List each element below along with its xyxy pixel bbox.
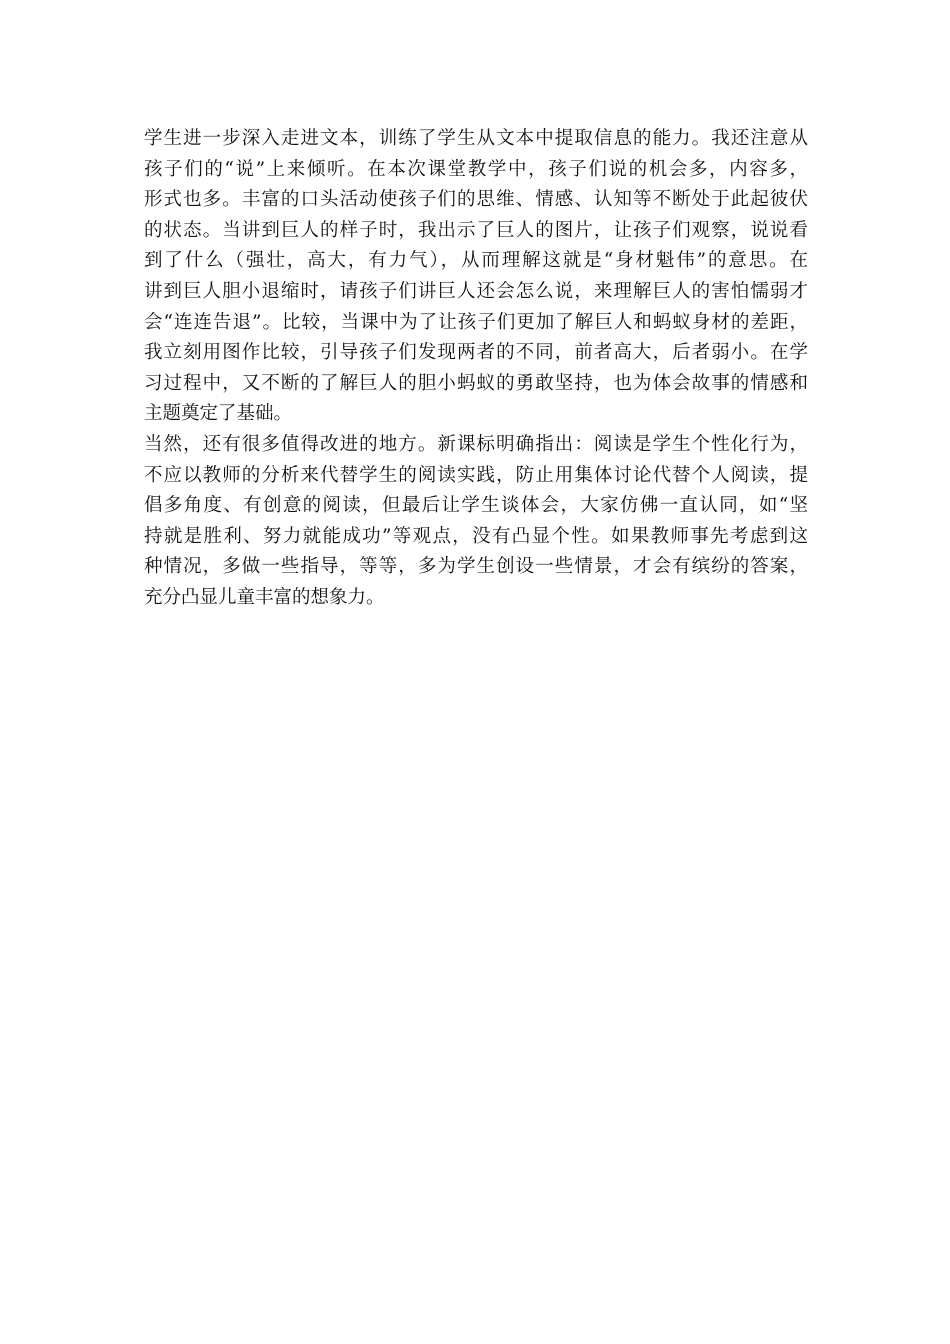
- body-text: [144, 124, 808, 614]
- text-line: 形式也多。丰富的口头活动使孩子们的思维、情感、认知等不断处于此起彼伏: [144, 189, 808, 211]
- text-line: 孩子们的“说”上来倾听。在本次课堂教学中，孩子们说的机会多，内容多，: [144, 158, 808, 180]
- text-line: 学生进一步深入走进文本，训练了学生从文本中提取信息的能力。我还注意从: [144, 128, 808, 149]
- text-line: 的状态。当讲到巨人的样子时，我出示了巨人的图片，让孩子们观察，说说看: [144, 219, 808, 241]
- text-line: 习过程中，又不断的了解巨人的胆小蚂蚁的勇敢坚持，也为体会故事的情感和: [144, 372, 808, 394]
- paragraph: [144, 124, 808, 430]
- text-line: 到了什么（强壮，高大，有力气），从而理解这就是“身材魁伟”的意思。在: [144, 250, 808, 272]
- text-line: 倡多角度、有创意的阅读，但最后让学生谈体会，大家仿佛一直认同，如“坚: [144, 495, 808, 517]
- text-line: 种情况，多做一些指导，等等，多为学生创设一些情景，才会有缤纷的答案，: [144, 556, 808, 578]
- text-line: 讲到巨人胆小退缩时，请孩子们讲巨人还会怎么说，来理解巨人的害怕懦弱才: [144, 280, 808, 302]
- text-line: 会“连连告退”。比较，当课中为了让孩子们更加了解巨人和蚂蚁身材的差距，: [144, 311, 808, 333]
- paragraph: [144, 430, 808, 614]
- text-line: 当然，还有很多值得改进的地方。新课标明确指出：阅读是学生个性化行为，: [144, 433, 808, 455]
- text-line: 不应以教师的分析来代替学生的阅读实践，防止用集体讨论代替个人阅读，提: [144, 464, 808, 486]
- text-line: 我立刻用图作比较，引导孩子们发现两者的不同，前者高大，后者弱小。在学: [144, 342, 808, 364]
- text-line: 持就是胜利、努力就能成功”等观点，没有凸显个性。如果教师事先考虑到这: [144, 525, 808, 547]
- text-line: 主题奠定了基础。: [144, 403, 293, 425]
- text-line: 充分凸显儿童丰富的想象力。: [144, 586, 385, 608]
